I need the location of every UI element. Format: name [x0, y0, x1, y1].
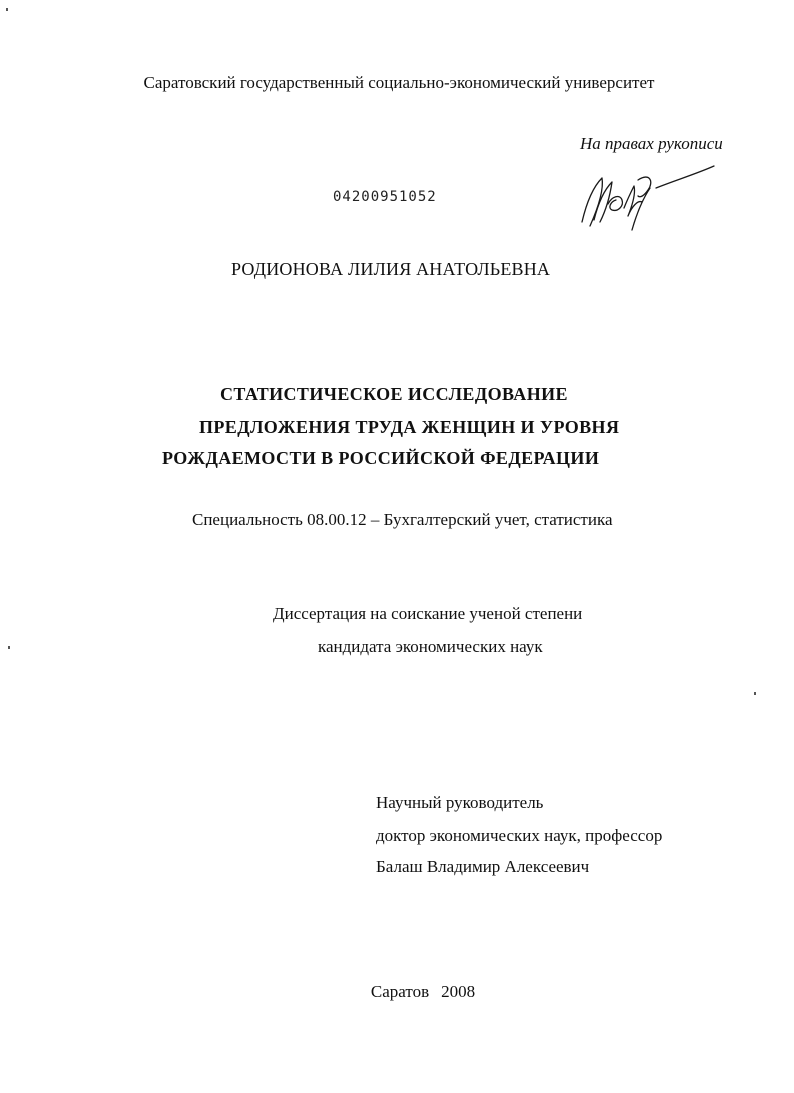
city: Саратов — [370, 982, 430, 1001]
specialty-line: Специальность 08.00.12 – Бухгалтерский учет, статистика — [192, 510, 613, 529]
manuscript-note: На правах рукописи — [580, 134, 723, 153]
supervisor-degree: доктор экономических наук, профессор — [376, 826, 663, 845]
degree-statement-line: Диссертация на соискание ученой степени — [273, 604, 583, 623]
scan-speck — [754, 692, 756, 695]
document-code-stamp: 04200951052 — [333, 189, 437, 205]
supervisor-name: Балаш Владимир Алексеевич — [376, 857, 590, 876]
city-year — [0, 982, 794, 1002]
degree-statement-line: кандидата экономических наук — [318, 637, 543, 656]
scan-speck — [6, 8, 8, 11]
university-name: Саратовский государственный социально-экономический университет — [143, 73, 655, 92]
dissertation-title-line: СТАТИСТИЧЕСКОЕ ИССЛЕДОВАНИЕ — [220, 384, 568, 404]
author-signature — [572, 160, 722, 240]
supervisor-role: Научный руководитель — [376, 793, 544, 812]
scan-speck — [8, 646, 10, 649]
author-name: РОДИОНОВА ЛИЛИЯ АНАТОЛЬЕВНА — [231, 259, 551, 279]
year: 2008 — [441, 982, 476, 1001]
dissertation-title-line: РОЖДАЕМОСТИ В РОССИЙСКОЙ ФЕДЕРАЦИИ — [162, 448, 600, 468]
dissertation-title-line: ПРЕДЛОЖЕНИЯ ТРУДА ЖЕНЩИН И УРОВНЯ — [199, 417, 620, 437]
